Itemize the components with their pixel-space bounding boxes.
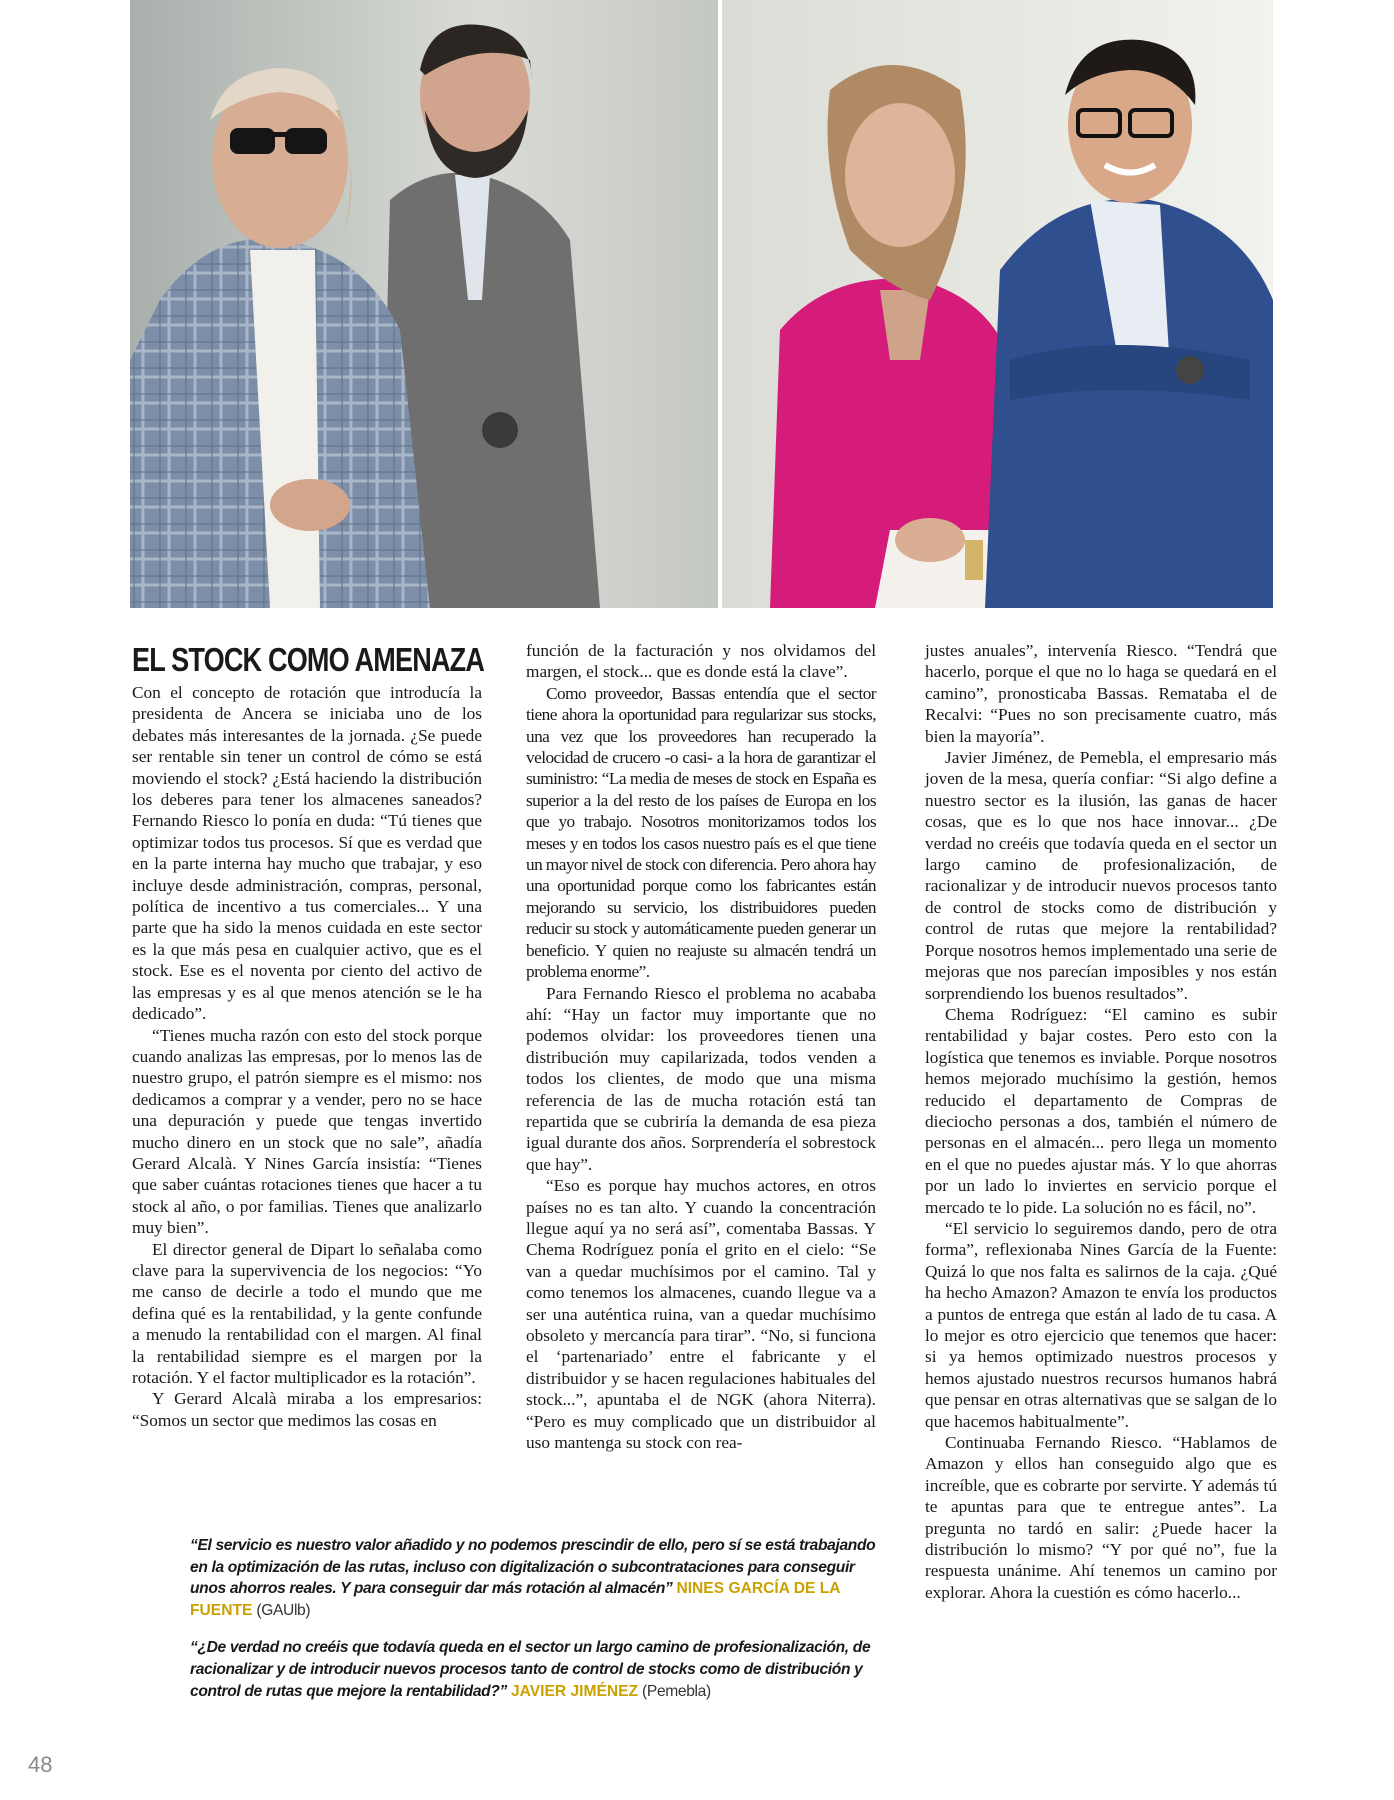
- quote-text: “¿De verdad no creéis que todavía queda en el sector un largo camino de profesionalización, de racionalizar y de introducir nuevos procesos tanto de control de stocks como de distribución y control de rutas que mejore la rentabilidad?”: [190, 1639, 871, 1700]
- article-paragraph: El director general de Dipart lo señalaba como clave para la supervivencia de los negocios: “Yo me canso de decirle a todo el mundo que me defina qué es la rentabilidad, y la gente confunde a menudo la rentabilidad con el margen. Al final la rentabilidad siempre es el margen por la rotación. Y el factor multiplicador es la rotación”.: [132, 1239, 482, 1387]
- article-paragraph: Continuaba Fernando Riesco. “Hablamos de Amazon y ellos han conseguido algo que es increíble, que es cobrarte por servirte. Y además tú te apuntas para que te entregue antes”. La pregunta no tardó en salir: ¿Puede hacer la distribución lo mismo? “Y por qué no”, fue la respuesta unánime. Ahí tenemos un camino por explorar. Ahora la cuestión es cómo hacerlo...: [925, 1433, 1277, 1602]
- article-paragraph: Javier Jiménez, de Pemebla, el empresario más joven de la mesa, quería confiar: “Si algo define a nuestro sector es la ilusión, las ganas de hacer cosas, que es lo que nos hace innovar... ¿De verdad no creéis que todavía queda en el sector un largo camino de profesionalización, de racionalizar y de introducir nuevos procesos tanto de control de stocks como de distribución y control de rutas que mejore la rentabilidad? Porque nosotros hemos implementado una serie de mejoras que nos parecían imposibles y nos están sorprendiendo los buenos resultados”.: [925, 748, 1277, 1003]
- article-paragraph: Para Fernando Riesco el problema no acababa ahí: “Hay un factor muy importante que no podemos olvidar: los proveedores tienen una distribución muy capilarizada, todos venden a todos los clientes, de modo que una misma referencia de las de mucha rotación está tan repartida que se cubriría la demanda de esa pieza igual durante dos años. Sorprendería el sobrestock que hay”.: [526, 983, 876, 1174]
- article-paragraph: “Eso es porque hay muchos actores, en otros países no es tan alto. Y cuando la concentración llegue aquí ya no será así”, comentaba Bassas. Y Chema Rodríguez ponía el grito en el cielo: “Se van a quedar muchísimos por el camino. Tal y como tenemos los almacenes, cuando llegue va a ser una auténtica ruina, van a quedar muchísimo obsoleto y mercancía para tirar”. “No, si funciona el ‘partenariado’ entre el fabricante y el distribuidor y se hacen regulaciones habituales del stock...”, apuntaba el de NGK (ahora Niterra). “Pero es muy complicado que un distribuidor al uso mantenga su stock con rea-: [526, 1176, 876, 1453]
- article-paragraph: Como proveedor, Bassas entendía que el sector tiene ahora la oportunidad para regularizar sus stocks, una vez que los proveedores han recuperado la velocidad de crucero -o casi- a la hora de garantizar el suministro: “La media de meses de stock en España es superior a la del resto de los países de Europa en los que yo trabajo. Nosotros monitorizamos todos los meses y en todos los casos nuestro país es el que tiene un mayor nivel de stock con diferencia. Pero ahora hay una oportunidad porque como los fabricantes están mejorando su servicio, los distribuidores pueden reducir su stock y automáticamente pueden generar un beneficio. Y quien no reajuste su almacén tendrá un problema enorme”.: [526, 683, 876, 982]
- article-paragraph: “Tienes mucha razón con esto del stock porque cuando analizas las empresas, por lo menos las de nuestro grupo, el patrón siempre es el mismo: nos dedicamos a comprar y a vender, pero no se hace una depuración y puede que tengas invertido mucho dinero en un stock que no sale”, añadía Gerard Alcalà. Y Nines García insistía: “Tienes que saber cuántas rotaciones tienes que hacer a tu stock al año, o por familias. Tienes que analizarlo muy bien”.: [132, 1025, 482, 1238]
- quote-text: “El servicio es nuestro valor añadido y no podemos prescindir de ello, pero sí se está trabajando en la optimización de las rutas, incluso con digitalización o subcontrataciones para conseguir unos ahorros reales. Y para conseguir dar más rotación al almacén”: [190, 1537, 876, 1598]
- quote-author: NINES GARCÍA DE LA FUENTE: [190, 1580, 840, 1619]
- header-photo: [130, 0, 1273, 608]
- photo-illustration: [130, 0, 1273, 608]
- quote-company: (GAUlb): [256, 1601, 311, 1619]
- pull-quotes: [190, 1535, 880, 1718]
- article-paragraph: justes anuales”, intervenía Riesco. “Tendrá que hacerlo, porque el que no lo haga se quedará en el camino”, pronosticaba Bassas. Remataba el de Recalvi: “Pues no son precisamente cuatro, más bien la mayoría”.: [925, 641, 1277, 746]
- article-paragraph: Con el concepto de rotación que introducía la presidenta de Ancera se iniciaba uno de los debates más interesantes de la jornada. ¿Se puede ser rentable sin tener un control de cómo se está moviendo el stock? ¿Está haciendo la distribución los deberes para tener los almacenes saneados? Fernando Riesco lo ponía en duda: “Tú tienes que optimizar todos tus procesos. Sí que es verdad que en la parte interna hay mucho que trabajar, y eso incluye desde administración, compras, personal, política de incentivo a tus comerciales... Y una parte que ha sido la menos cuidada en este sector es la que más pesa en cualquier activo, que es el stock. Ese es el noventa por ciento del activo de las empresas y es al que menos atención se le ha dedicado”.: [132, 683, 482, 1024]
- pull-quote: [190, 1535, 880, 1621]
- article-column-3: [925, 640, 1277, 1603]
- section-heading: EL STOCK COMO AMENAZA: [132, 641, 485, 678]
- pull-quote: [190, 1637, 880, 1702]
- article-paragraph: “El servicio lo seguiremos dando, pero de otra forma”, reflexionaba Nines García de la Fuente: Quizá lo que nos falta es salirnos de la caja. ¿Qué ha hecho Amazon? Amazon te envía los productos a puntos de entrega que están al lado de tu casa. A lo mejor es otro ejercicio que tenemos que hacer: si ya hemos optimizado nuestros procesos y hemos ajustado nuestros recursos humanos habrá que pensar en otras alternativas que se salgan de lo que hacemos habitualmente”.: [925, 1218, 1277, 1431]
- article-paragraph: Y Gerard Alcalà miraba a los empresarios: “Somos un sector que medimos las cosas en: [132, 1389, 482, 1430]
- page-number: 48: [28, 1752, 53, 1777]
- article-paragraph: Chema Rodríguez: “El camino es subir rentabilidad y bajar costes. Pero esto con la logística que tenemos es inviable. Porque nosotros hemos mejorado muchísimo la gestión, hemos reducido el departamento de Compras de dieciocho personas a dos, también el número de personas en el almacén... pero llega un momento en el que no puedes ajustar más. Y lo que ahorras por un lado lo inviertes en servicio porque el mercado te lo pide. La solución no es fácil, no”.: [925, 1004, 1277, 1217]
- article-column-1: [132, 640, 485, 1431]
- quote-company: (Pemebla): [642, 1682, 711, 1700]
- article-paragraph: función de la facturación y nos olvidamos del margen, el stock... que es donde está la clave”.: [526, 641, 876, 682]
- article-column-2: [526, 640, 876, 1453]
- quote-author: JAVIER JIMÉNEZ: [510, 1682, 639, 1700]
